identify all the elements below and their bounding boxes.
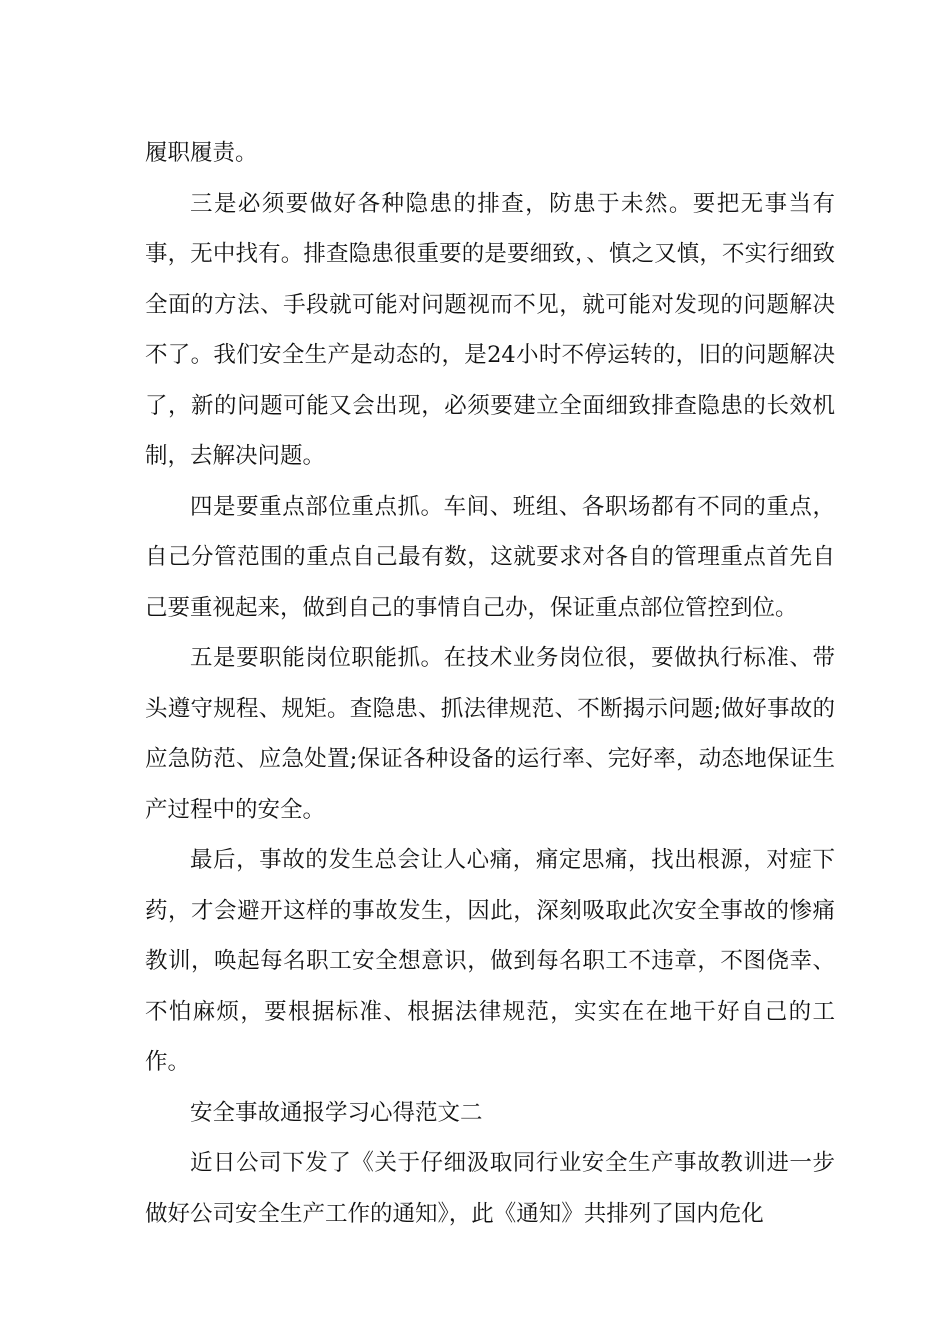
paragraph-third-point: 三是必须要做好各种隐患的排查，防患于未然。要把无事当有事，无中找有。排查隐患很重要的是要细致，、慎之又慎，不实行细致全面的方法、手段就可能对问题视而不见，就可能对发现的问题解决不了。我们安全生产是动态的，是24小时不停运转的，旧的问题解决了，新的问题可能又会出现，必须要建立全面细致排查隐患的长效机制，去解决问题。	[145, 190, 835, 469]
paragraph-fourth-point: 四是要重点部位重点抓。车间、班组、各职场都有不同的重点，自己分管范围的重点自己最有数，这就要求对各自的管理重点首先自己要重视起来，做到自己的事情自己办，保证重点部位管控到位。	[145, 493, 835, 621]
paragraph-fifth-point: 五是要职能岗位职能抓。在技术业务岗位很，要做执行标准、带头遵守规程、规矩。查隐患、抓法律规范、不断揭示问题;做好事故的应急防范、应急处置;保证各种设备的运行率、完好率，动态地保证生产过程中的安全。	[145, 645, 835, 823]
section-heading: 安全事故通报学习心得范文二	[190, 1099, 483, 1126]
paragraph-continuation: 履职履责。	[145, 140, 258, 166]
paragraph-conclusion: 最后，事故的发生总会让人心痛，痛定思痛，找出根源，对症下药，才会避开这样的事故发生，因此，深刻吸取此次安全事故的惨痛教训，唤起每名职工安全想意识，做到每名职工不违章，不图侥幸、不怕麻烦，要根据标准、根据法律规范，实实在在地干好自己的工作。	[145, 847, 835, 1075]
document-body	[145, 128, 835, 1239]
paragraph-notice-intro: 近日公司下发了《关于仔细汲取同行业安全生产事故教训进一步做好公司安全生产工作的通知》，此《通知》共排列了国内危化	[145, 1150, 835, 1227]
